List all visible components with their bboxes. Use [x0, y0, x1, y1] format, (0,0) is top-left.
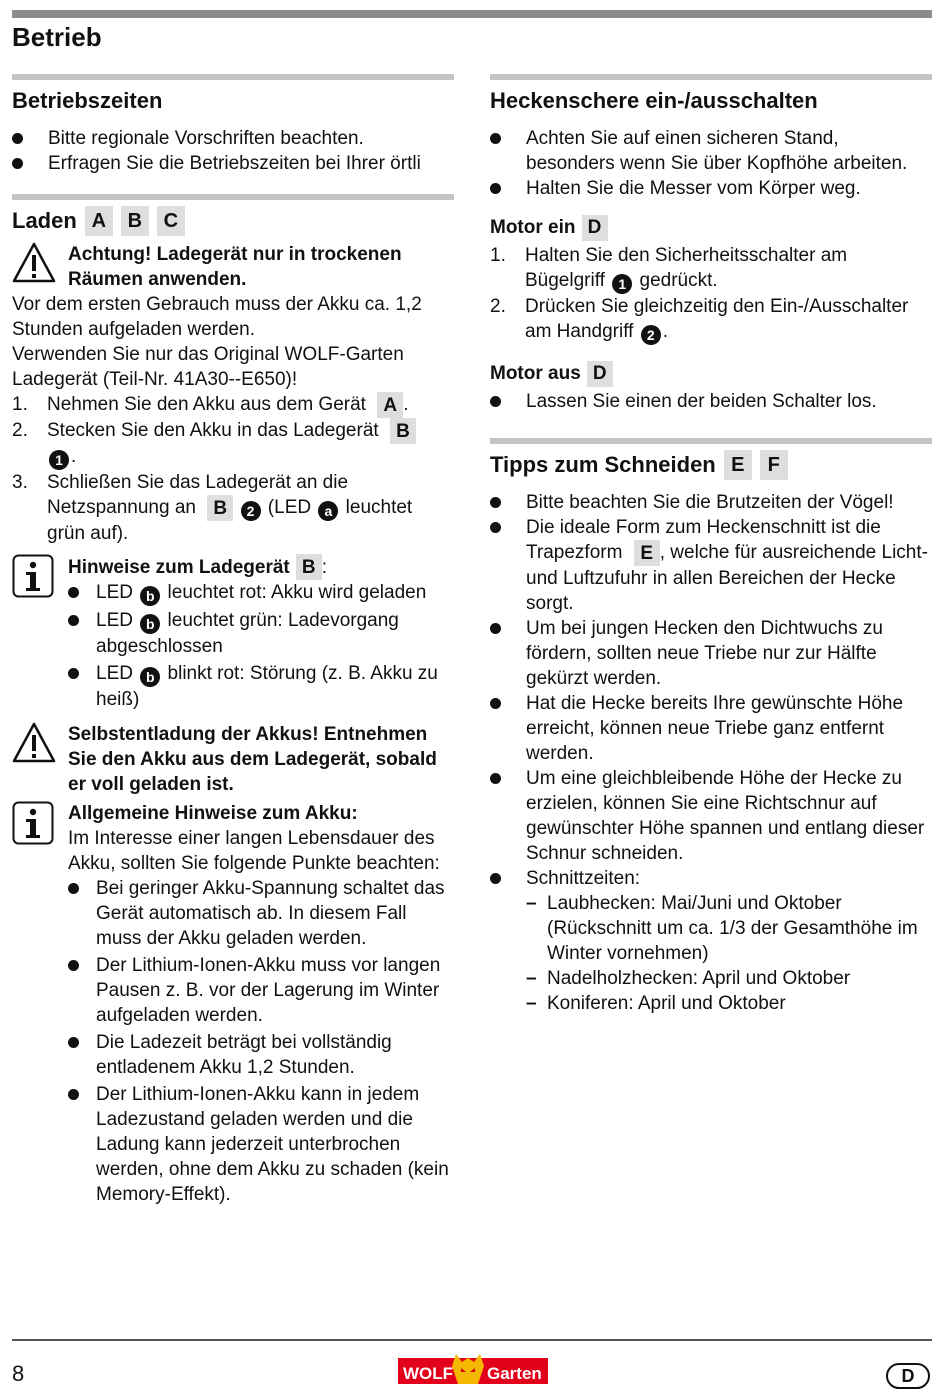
- wolf-head-icon: [452, 1354, 484, 1384]
- list-item: Achten Sie auf einen sicheren Stand, besonders wenn Sie über Kopfhöhe arbeiten.: [490, 126, 932, 176]
- bullet-icon: [68, 960, 79, 971]
- bullet-icon: [490, 698, 501, 709]
- list-item: Schnittzeiten:: [490, 866, 932, 891]
- callout-letter-b: b: [140, 586, 160, 606]
- paragraph: Verwenden Sie nur das Original WOLF-Garten Ladegerät (Teil-Nr. 41A30--E650)!: [12, 344, 404, 390]
- warning-icon: [12, 722, 68, 771]
- list-item: Bitte regionale Vorschriften beachten.: [12, 126, 454, 151]
- step-item: 2. Stecken Sie den Akku in das Ladegerät B 1 .: [12, 418, 454, 470]
- section-rule: [12, 194, 454, 200]
- left-column: [12, 74, 454, 1207]
- info-icon: [12, 554, 68, 605]
- list-item: Die Ladezeit beträgt bei vollständig entladenem Akku 1,2 Stunden.: [68, 1030, 454, 1080]
- list-item: Um bei jungen Hecken den Dichtwuchs zu fördern, sollten neue Triebe nur zur Hälfte gekürzt werden.: [490, 616, 932, 691]
- bullet-icon: [490, 522, 501, 533]
- paragraph: Vor dem ersten Gebrauch muss der Akku ca. 1,2 Stunden aufgeladen werden.: [12, 294, 422, 340]
- figure-ref-e: E: [634, 540, 660, 566]
- list-item: Die ideale Form zum Heckenschnitt ist die Trapezform E , welche für ausreichende Licht- und Luftzufuhr in allen Bereichen der Hecke sorgt.: [490, 515, 932, 616]
- bullet-icon: [490, 396, 501, 407]
- list-item: Um eine gleichbleibende Höhe der Hecke zu erzielen, können Sie eine Richtschnur auf gewünschter Höhe spannen und entlang dieser Schnur schneiden.: [490, 766, 932, 866]
- figure-ref-d: D: [587, 361, 613, 387]
- bullet-icon: [490, 133, 501, 144]
- step-item: 3. Schließen Sie das Ladegerät an die Netzspannung an B 2 (LED a leuchtet grün auf).: [12, 472, 413, 545]
- bullet-icon: [68, 615, 79, 626]
- list-item: Bitte beachten Sie die Brutzeiten der Vögel!: [490, 490, 932, 515]
- section-rule: [12, 74, 454, 80]
- logo-text-left: WOLF: [403, 1364, 454, 1383]
- figure-ref-c: C: [157, 206, 185, 236]
- warning-notice: Achtung! Ladegerät nur in trockenen Räumen anwenden.: [12, 242, 454, 292]
- bullet-icon: [68, 668, 79, 679]
- callout-number-1: 1: [49, 450, 69, 470]
- list-item: Bei geringer Akku-Spannung schaltet das Gerät automatisch ab. In diesem Fall muss der Akku geladen werden.: [68, 876, 454, 951]
- bullet-icon: [12, 158, 23, 169]
- subtitle-motor-off: Motor aus D: [490, 361, 932, 387]
- list-item: LED b leuchtet grün: Ladevorgang abgeschlossen: [68, 608, 454, 659]
- bullet-icon: [68, 1037, 79, 1048]
- language-badge: D: [886, 1363, 930, 1389]
- bullet-icon: [12, 133, 23, 144]
- bullet-icon: [68, 1089, 79, 1100]
- footer-rule: [12, 1339, 932, 1341]
- subtitle-motor-on: Motor ein D: [490, 215, 932, 241]
- callout-number-1: 1: [612, 274, 632, 294]
- page-number: 8: [12, 1361, 25, 1386]
- wolf-garten-logo: [398, 1354, 548, 1388]
- dash-item: – Koniferen: April und Oktober: [526, 993, 786, 1014]
- figure-ref-e: E: [724, 450, 752, 480]
- warning-icon: [12, 242, 68, 291]
- logo-text-right: Garten: [487, 1364, 542, 1383]
- section-title-laden: Laden A B C: [12, 206, 454, 236]
- list-item: LED b blinkt rot: Störung (z. B. Akku zu heiß): [68, 661, 454, 712]
- bullet-icon: [68, 587, 79, 598]
- warning-notice-selfdischarge: Selbstentladung der Akkus! Entnehmen Sie den Akku aus dem Ladegerät, sobald er voll geladen ist.: [12, 722, 454, 797]
- section-title-tips: Tipps zum Schneiden E F: [490, 450, 932, 480]
- list-item: Der Lithium-Ionen-Akku kann in jedem Ladezustand geladen werden und die Ladung kann jederzeit unterbrochen werden, ohne dem Akku zu schaden (kein Memory-Effekt).: [68, 1082, 454, 1207]
- info-notice-charger: Hinweise zum Ladegerät B : LED b leuchtet rot: Akku wird geladen LED b leuchtet grün: Ladevorgang abgeschlossen LED b blinkt rot: Störung (z. B. Akku zu heiß): [12, 554, 454, 712]
- step-item: 1. Halten Sie den Sicherheitsschalter am Bügelgriff 1 gedrückt.: [490, 245, 848, 292]
- list-item: Halten Sie die Messer vom Körper weg.: [490, 176, 932, 201]
- callout-letter-b: b: [140, 667, 160, 687]
- figure-ref-a: A: [377, 392, 403, 418]
- bullet-icon: [490, 623, 501, 634]
- bullet-icon: [490, 183, 501, 194]
- section-title-betriebszeiten: Betriebszeiten: [12, 88, 163, 113]
- bullet-icon: [490, 497, 501, 508]
- callout-number-2: 2: [241, 501, 261, 521]
- section-title-switch: Heckenschere ein-/ausschalten: [490, 88, 818, 113]
- list-item: LED b leuchtet rot: Akku wird geladen: [68, 580, 454, 606]
- callout-number-2: 2: [641, 325, 661, 345]
- list-item: Der Lithium-Ionen-Akku muss vor langen Pausen z. B. vor der Lagerung im Winter aufgeladen werden.: [68, 953, 454, 1028]
- list-item: Lassen Sie einen der beiden Schalter los.: [490, 389, 932, 414]
- figure-ref-b: B: [390, 418, 416, 444]
- callout-letter-a: a: [318, 501, 338, 521]
- figure-ref-f: F: [760, 450, 788, 480]
- info-icon: [12, 801, 68, 852]
- figure-ref-b: B: [296, 554, 322, 580]
- step-item: 1. Nehmen Sie den Akku aus dem Gerät A .: [12, 392, 454, 418]
- section-rule: [490, 438, 932, 444]
- bullet-icon: [490, 773, 501, 784]
- list-item: Erfragen Sie die Betriebszeiten bei Ihrer örtli: [12, 151, 454, 176]
- top-rule: [12, 10, 932, 18]
- figure-ref-b: B: [121, 206, 149, 236]
- figure-ref-a: A: [85, 206, 113, 236]
- figure-ref-b: B: [207, 495, 233, 521]
- step-item: 2. Drücken Sie gleichzeitig den Ein-/Ausschalter am Handgriff 2 .: [490, 296, 909, 343]
- dash-item: – Nadelholzhecken: April und Oktober: [526, 968, 851, 989]
- info-notice-battery: Allgemeine Hinweise zum Akku: Im Interesse einer langen Lebensdauer des Akku, sollten Sie folgende Punkte beachten: Bei geringer Akku-Spannung schaltet das Gerät automatisch ab. In diesem Fall muss der Akku geladen werden. Der Lithium-Ionen-Akku muss vor langen Pausen z. B. vor der Lagerung im Winter aufgeladen werden. Die Ladezeit beträgt bei vollständig entladenem Akku 1,2 Stunden. Der Lithium-Ionen-Akku kann in jedem Ladezustand geladen werden und die Ladung kann jederzeit unterbrochen werden, ohne dem Akku zu schaden (kein Memory-Effekt).: [12, 801, 454, 1207]
- right-column: [490, 74, 932, 1016]
- section-rule: [490, 74, 932, 80]
- list-item: Hat die Hecke bereits Ihre gewünschte Höhe erreicht, können neue Triebe ganz entfernt werden.: [490, 691, 932, 766]
- bullet-icon: [68, 883, 79, 894]
- figure-ref-d: D: [582, 215, 608, 241]
- dash-item: – Laubhecken: Mai/Juni und Oktober (Rückschnitt um ca. 1/3 der Gesamthöhe im Winter vornehmen): [526, 893, 918, 964]
- page-title: Betrieb: [12, 22, 102, 52]
- bullet-icon: [490, 873, 501, 884]
- callout-letter-b: b: [140, 614, 160, 634]
